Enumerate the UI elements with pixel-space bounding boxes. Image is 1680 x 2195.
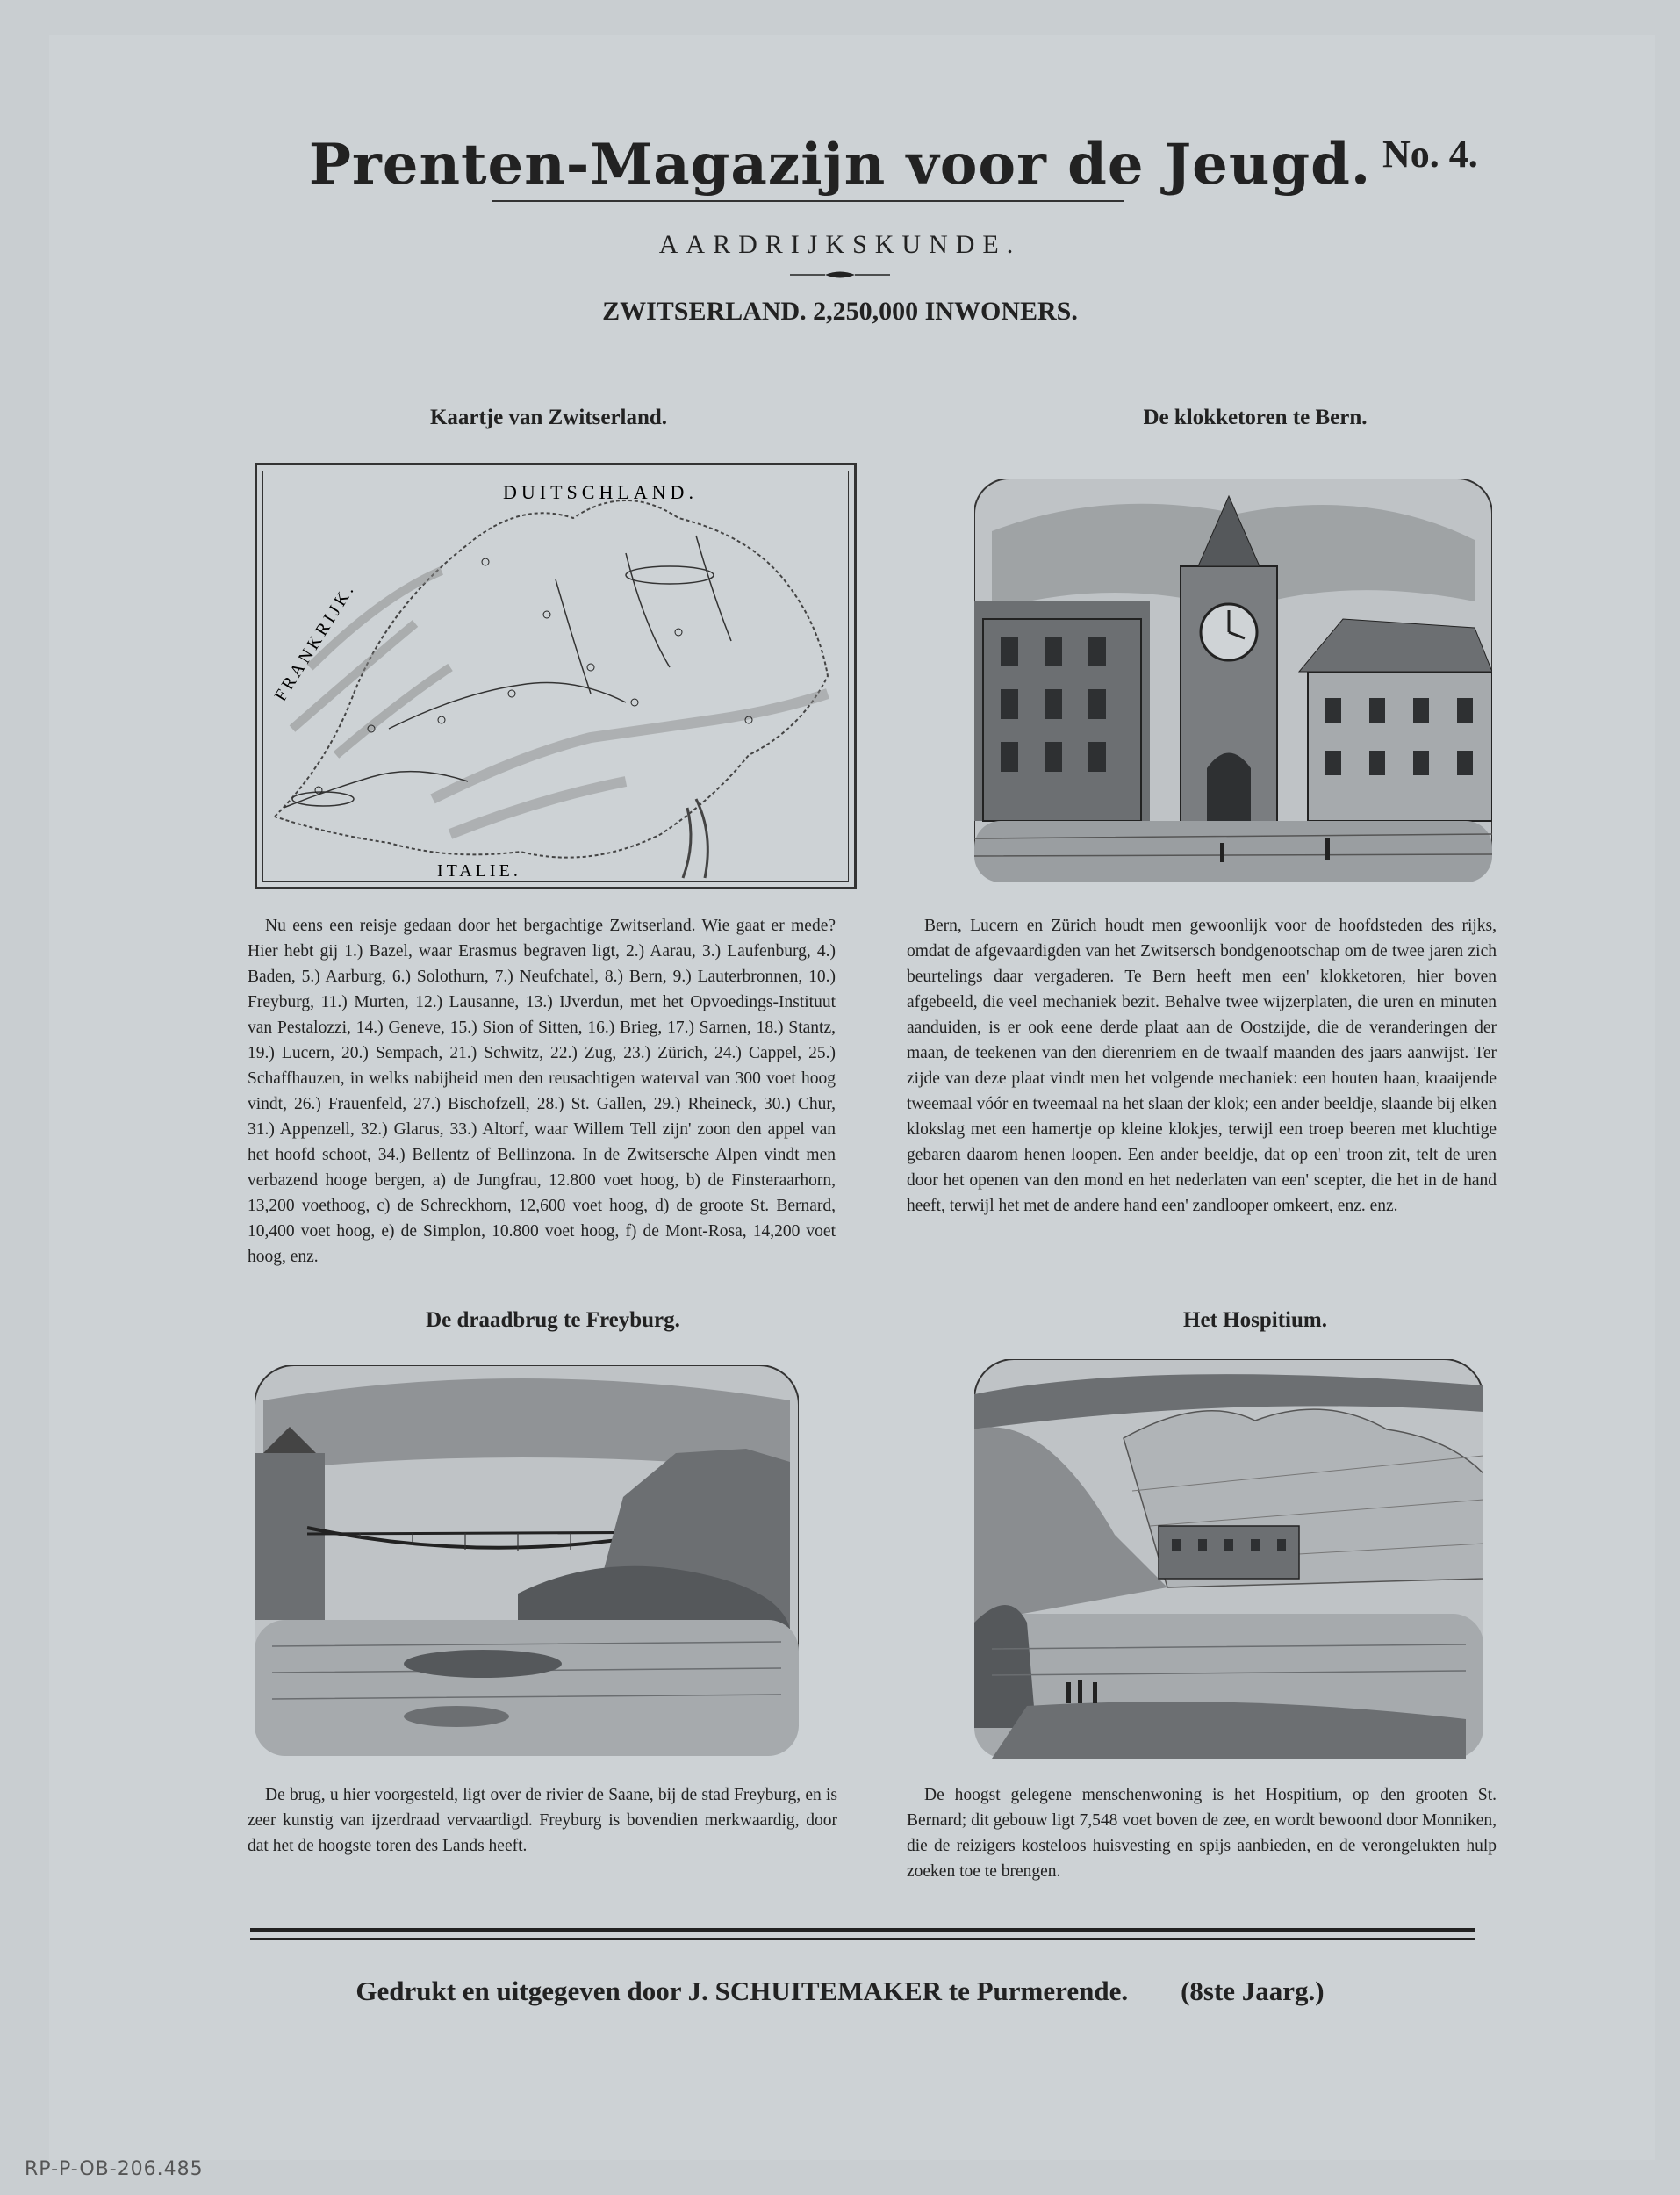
bridge-engraving xyxy=(255,1365,799,1756)
imprint-text: Gedrukt en uitgegeven door J. SCHUITEMAKER te Purmerende. xyxy=(355,1976,1129,2006)
bridge-caption: De draadbrug te Freyburg. xyxy=(426,1308,680,1332)
issue-number: No. 4. xyxy=(1382,133,1478,176)
map-label-south: ITALIE. xyxy=(437,861,521,881)
ornament-divider xyxy=(790,270,890,279)
country-heading: ZWITSERLAND. 2,250,000 INWONERS. xyxy=(602,297,1078,326)
footer-rule-thin xyxy=(250,1938,1475,1940)
hospice-engraving xyxy=(974,1359,1483,1759)
map-caption: Kaartje van Zwitserland. xyxy=(429,406,668,429)
subject-heading: AARDRIJKSKUNDE. xyxy=(658,230,1022,259)
hospice-caption: Het Hospitium. xyxy=(1183,1308,1327,1332)
page-title: Prenten-Magazijn voor de Jeugd. xyxy=(308,132,1372,198)
hospice-description: De hoogst gelegene menschenwoning is het Hospitium, op den grooten St. Bernard; dit gebouw ligt 7,548 voet boven de zee, en wordt bewoond door Monniken, die de reizigers kosteloos huisvesting en spijs aanbieden, en de verongelukten hulp zoeken toe te brengen. xyxy=(907,1786,1497,1881)
map-label-north: DUITSCHLAND. xyxy=(503,481,698,503)
clocktower-description: Bern, Lucern en Zürich houdt men gewoonlijk voor de hoofdsteden des rijks, omdat de afgevaardigden van het Zwitsersch bondgenootschap om de twee jaren zich beurtelings daar vergaderen. Te Bern heeft men een' klokketoren, hier boven afgebeeld, die veel mechaniek bezit. Behalve twee wijzerplaten, die uren en minuten aanduiden, is er ook eene derde plaat aan de Oostzijde, die de veranderingen der maan, de teekenen van den dierenriem en de twaalf maanden des jaars aanwijst. Ter zijde van deze plaat vindt men het volgende mechaniek: een houten haan, kraaijende tweemaal vóór en tweemaal na het slaan der klok; een ander beeldje, slaande bij elken klokslag met een hamertje op kleine klokjes, terwijl een troep beeren met kluchtige gebaren daarom henen loopen. Een ander beeldje, dat op een' troon zit, telt de uren door het openen van den mond en het nederlaten van een' scepter, die het in de hand heeft, terwijl het met de andere hand een' zandlooper omkeert, enz. enz. xyxy=(907,917,1497,1215)
footer-rule-thick xyxy=(250,1928,1475,1932)
title-rule xyxy=(492,200,1124,202)
map-description: Nu eens een reisje gedaan door het bergachtige Zwitserland. Wie gaat er mede? Hier hebt gij 1.) Bazel, waar Erasmus begraven ligt, 2.) Aarau, 3.) Laufenburg, 4.) Baden, 5.) Aarburg, 6.) Solothurn, 7.) Neufchatel, 8.) Bern, 9.) Lauterbronnen, 10.) Freyburg, 11.) Murten, 12.) Lausanne, 13.) IJverdun, met het Opvoedings-Instituut van Pestalozzi, 14.) Geneve, 15.) Sion of Sitten, 16.) Brieg, 17.) Sarnen, 18.) Stantz, 19.) Lucern, 20.) Sempach, 21.) Schwitz, 22.) Zug, 23.) Zürich, 24.) Cappel, 25.) Schaffhauzen, in welks nabijheid men den reusachtigen waterval van 300 voet hoog vindt, 26.) Frauenfeld, 27.) Bischofzell, 28.) St. Gallen, 29.) Rheineck, 30.) Chur, 31.) Appenzell, 32.) Glarus, 33.) Altorf, waar Willem Tell zijn' zoon den appel van het hoofd schoot, 34.) Bellentz of Bellinzona. In de Zwitsersche Alpen vindt men verbazend hooge bergen, a) de Jungfrau, 12.800 voet hoog, b) de Finsteraarhorn, 13,200 voethoog, c) de Schreckhorn, 12,600 voet hoog, d) de groote St. Bernard, 10,400 voet hoog, e) de Simplon, 10.800 voet hoog, f) de Mont-Rosa, 14,200 voet hoog, enz. xyxy=(248,917,836,1266)
inventory-mark: RP-P-OB-206.485 xyxy=(25,2158,204,2180)
bridge-description: De brug, u hier voorgesteld, ligt over de rivier de Saane, bij de stad Freyburg, en is zeer kunstig van ijzerdraad vervaardigd. Freyburg is bovendien merkwaardig, door dat het de hoogste toren des Lands heeft. xyxy=(248,1786,837,1855)
clocktower-caption: De klokketoren te Bern. xyxy=(1143,406,1368,429)
switzerland-map xyxy=(255,463,857,889)
volume-year: (8ste Jaarg.) xyxy=(1181,1976,1325,2006)
clocktower-engraving xyxy=(974,479,1492,882)
map-label-west: FRANKRIJK. xyxy=(270,579,360,705)
imprint-line xyxy=(0,1976,1680,2007)
